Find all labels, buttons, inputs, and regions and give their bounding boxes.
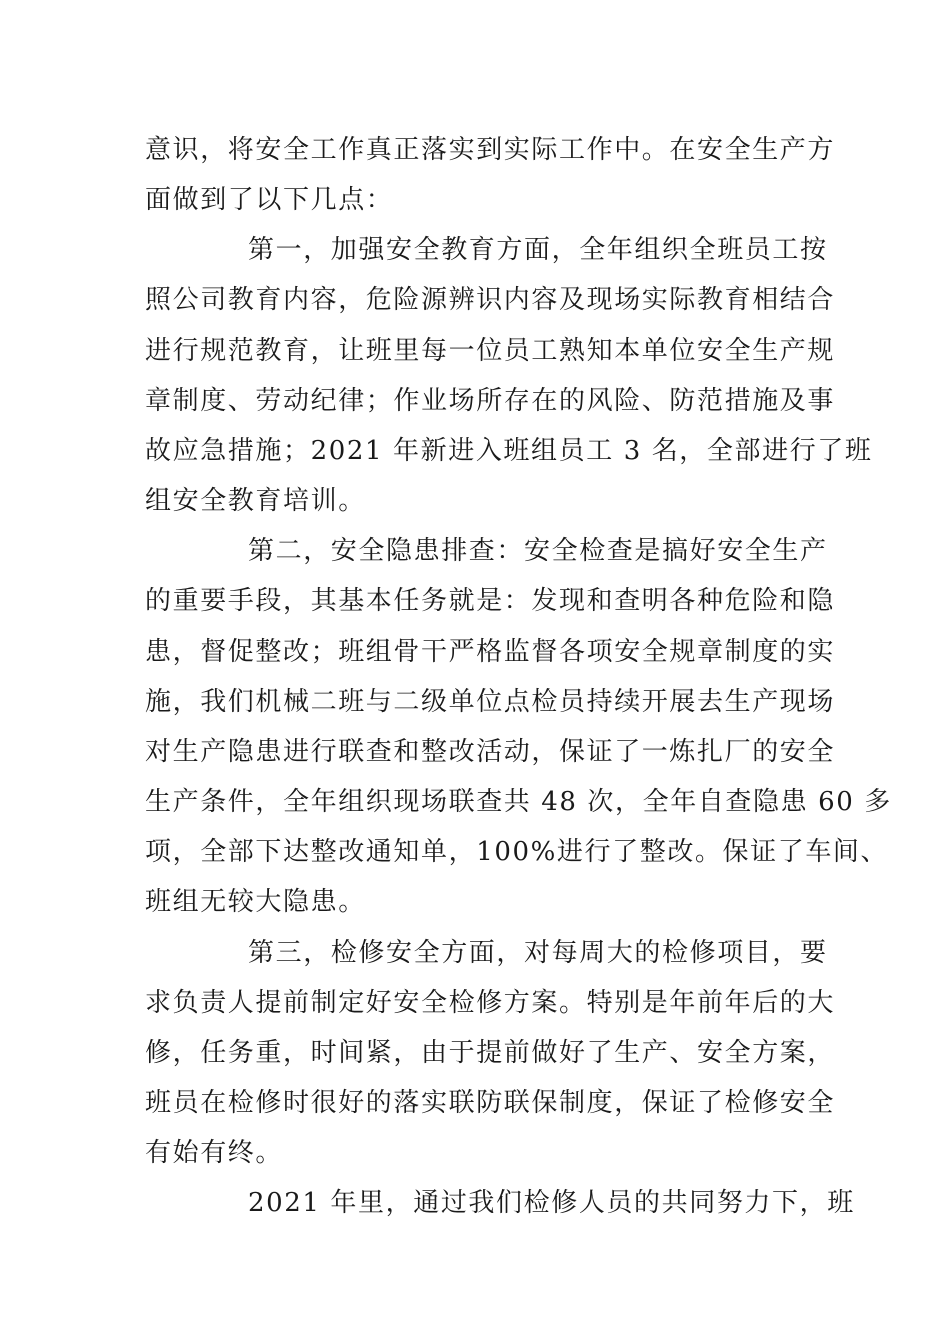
- text-line: 意识，将安全工作真正落实到实际工作中。在安全生产方: [145, 135, 836, 165]
- text-line: 班员在检修时很好的落实联防联保制度，保证了检修安全: [145, 1088, 836, 1118]
- text-line: 有始有终。: [145, 1138, 284, 1168]
- text-line: 修，任务重，时间紧，由于提前做好了生产、安全方案，: [145, 1038, 836, 1068]
- text-line: 面做到了以下几点：: [145, 185, 394, 215]
- paragraph-first-line: 第一，加强安全教育方面，全年组织全班员工按: [248, 235, 828, 265]
- text-line: 生产条件，全年组织现场联查共 48 次，全年自查隐患 60 多: [145, 787, 892, 817]
- text-line: 求负责人提前制定好安全检修方案。特别是年前年后的大: [145, 988, 836, 1018]
- text-line: 对生产隐患进行联查和整改活动，保证了一炼扎厂的安全: [145, 737, 836, 767]
- paragraph-first-line: 第二，安全隐患排查：安全检查是搞好安全生产: [248, 536, 828, 566]
- text-line: 的重要手段，其基本任务就是：发现和查明各种危险和隐: [145, 586, 836, 616]
- text-line: 组安全教育培训。: [145, 486, 366, 516]
- text-line: 施，我们机械二班与二级单位点检员持续开展去生产现场: [145, 687, 836, 717]
- text-line: 照公司教育内容，危险源辨识内容及现场实际教育相结合: [145, 285, 836, 315]
- paragraph-first-line: 2021 年里，通过我们检修人员的共同努力下，班: [248, 1188, 855, 1218]
- text-line: 进行规范教育，让班里每一位员工熟知本单位安全生产规: [145, 336, 836, 366]
- text-line: 班组无较大隐患。: [145, 887, 366, 917]
- text-line: 患，督促整改；班组骨干严格监督各项安全规章制度的实: [145, 637, 836, 667]
- text-line: 故应急措施；2021 年新进入班组员工 3 名，全部进行了班: [145, 436, 873, 466]
- text-line: 章制度、劳动纪律；作业场所存在的风险、防范措施及事: [145, 386, 836, 416]
- paragraph-first-line: 第三，检修安全方面，对每周大的检修项目，要: [248, 938, 828, 968]
- text-line: 项，全部下达整改通知单，100%进行了整改。保证了车间、: [145, 837, 889, 867]
